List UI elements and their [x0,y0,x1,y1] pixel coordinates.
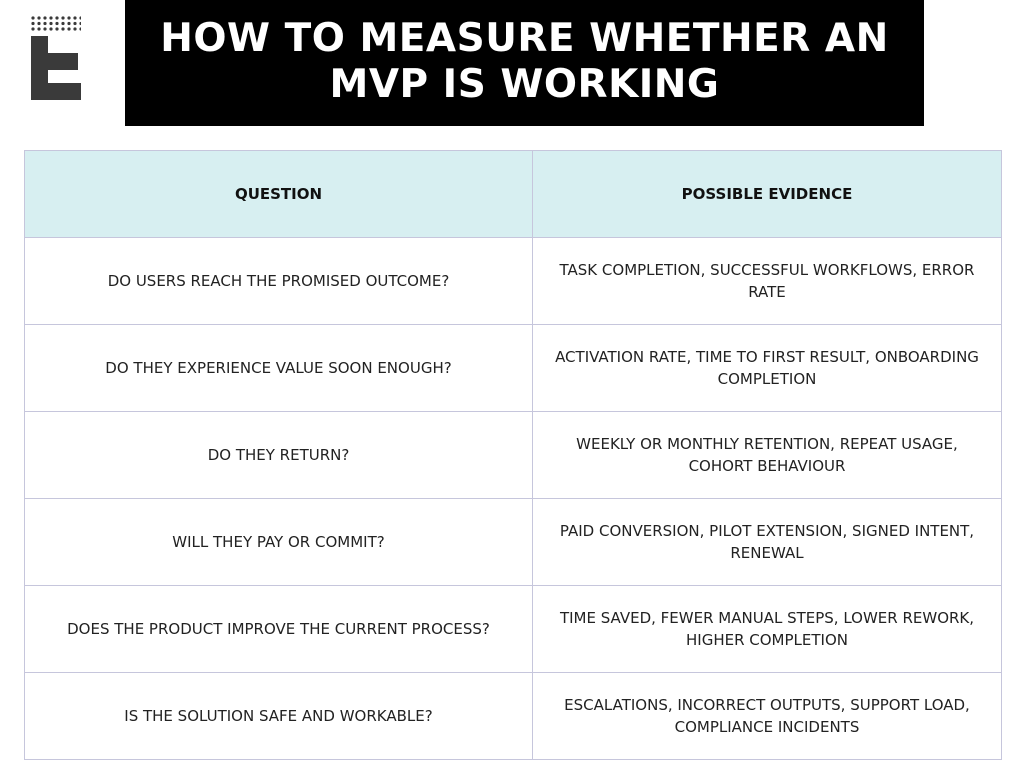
evidence-cell: TASK COMPLETION, SUCCESSFUL WORKFLOWS, ERROR RATE [533,238,1002,325]
question-cell: IS THE SOLUTION SAFE AND WORKABLE? [25,673,533,760]
table-header-row [25,151,1002,238]
question-cell: DO USERS REACH THE PROMISED OUTCOME? [25,238,533,325]
question-cell: DO THEY RETURN? [25,412,533,499]
table-row [25,238,1002,325]
evidence-cell: TIME SAVED, FEWER MANUAL STEPS, LOWER REWORK, HIGHER COMPLETION [533,586,1002,673]
page-title: HOW TO MEASURE WHETHER AN MVP IS WORKING [160,16,889,107]
table-row [25,586,1002,673]
title-banner [125,0,924,126]
evidence-cell: WEEKLY OR MONTHLY RETENTION, REPEAT USAGE, COHORT BEHAVIOUR [533,412,1002,499]
question-cell: DOES THE PRODUCT IMPROVE THE CURRENT PROCESS? [25,586,533,673]
brand-logo-icon [31,16,81,100]
logo-dot-grid [31,16,81,30]
header-question: QUESTION [25,151,533,238]
mvp-metrics-table [24,150,1002,760]
table-row [25,499,1002,586]
evidence-cell: ACTIVATION RATE, TIME TO FIRST RESULT, ONBOARDING COMPLETION [533,325,1002,412]
header-evidence: POSSIBLE EVIDENCE [533,151,1002,238]
table-row [25,673,1002,760]
table-row [25,325,1002,412]
question-cell: DO THEY EXPERIENCE VALUE SOON ENOUGH? [25,325,533,412]
table-row [25,412,1002,499]
evidence-cell: PAID CONVERSION, PILOT EXTENSION, SIGNED INTENT, RENEWAL [533,499,1002,586]
evidence-cell: ESCALATIONS, INCORRECT OUTPUTS, SUPPORT LOAD, COMPLIANCE INCIDENTS [533,673,1002,760]
question-cell: WILL THEY PAY OR COMMIT? [25,499,533,586]
logo-blocks [31,36,81,100]
